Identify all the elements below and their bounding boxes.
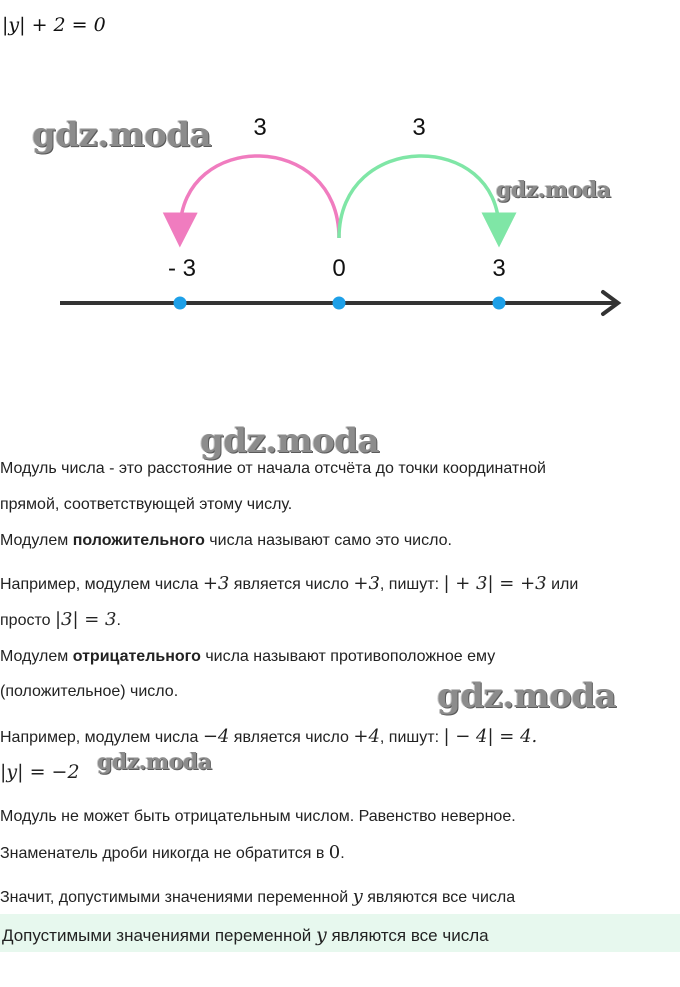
text-fragment: числа называют противоположное ему <box>200 648 496 665</box>
negative-rule <box>0 647 495 667</box>
math-expression: +3 <box>202 573 230 594</box>
text-fragment: Модулем <box>0 532 73 549</box>
point-three <box>493 297 506 310</box>
watermark: gdz.moda <box>97 749 212 775</box>
negative-example <box>0 727 537 748</box>
text-fragment: Например, модулем числа <box>0 576 203 593</box>
text-fragment: . <box>116 612 121 629</box>
point-minus-three <box>174 297 187 310</box>
right-arc <box>339 156 499 238</box>
math-expression: +4 <box>353 726 380 747</box>
positive-example <box>0 574 578 595</box>
text-fragment: Например, модулем числа <box>0 729 203 746</box>
text-fragment: являются все числа <box>326 926 489 945</box>
left-arc-label: 3 <box>253 114 267 141</box>
math-expression: | − 4| = 4. <box>443 726 538 747</box>
math-expression: y <box>352 886 363 907</box>
answer-box <box>0 914 680 952</box>
point-label-minus-three: - 3 <box>167 255 197 282</box>
definition-line-1: Модуль числа - это расстояние от начала отсчёта до точки координатной <box>0 460 546 477</box>
negative-rule-cont: (положительное) число. <box>0 683 179 700</box>
math-expression: 0 <box>328 842 341 863</box>
text-fragment: . <box>340 845 345 862</box>
text-fragment: просто <box>0 612 55 629</box>
text-fragment: Модулем <box>0 648 73 665</box>
positive-example-cont <box>0 610 121 631</box>
derived-equation: |y| = −2 <box>0 761 80 783</box>
header-equation: |y| + 2 = 0 <box>2 14 106 36</box>
watermark: gdz.moda <box>437 676 617 716</box>
watermark: gdz.moda <box>200 421 380 461</box>
text-fragment: Знаменатель дроби никогда не обратится в <box>0 845 329 862</box>
positive-rule <box>0 531 452 551</box>
text-fragment: Допустимыми значениями переменной <box>2 926 317 945</box>
watermark: gdz.moda <box>32 115 212 155</box>
right-arc-label: 3 <box>412 114 426 141</box>
conclusion-line: Модуль не может быть отрицательным числом. Равенство неверное. <box>0 808 516 825</box>
point-label-zero: 0 <box>332 255 346 282</box>
definition-line-2: прямой, соответствующей этому числу. <box>0 496 293 513</box>
text-fragment: или <box>546 576 579 593</box>
text-fragment: являются все числа <box>362 889 516 906</box>
bold-term-negative: отрицательного <box>72 648 201 665</box>
text-fragment: , пишут: <box>379 729 444 746</box>
denominator-note <box>0 843 345 864</box>
text-fragment: числа называют само это число. <box>204 532 452 549</box>
math-expression: +3 <box>353 573 380 594</box>
text-fragment: является число <box>229 576 354 593</box>
text-fragment: является число <box>229 729 354 746</box>
point-label-three: 3 <box>492 255 506 282</box>
answer-text <box>2 924 489 946</box>
math-expression: −4 <box>202 726 230 747</box>
text-fragment: , пишут: <box>379 576 444 593</box>
text-fragment: Значит, допустимыми значениями переменной <box>0 889 353 906</box>
math-expression: |3| = 3 <box>54 609 117 630</box>
bold-term-positive: положительного <box>72 532 205 549</box>
math-expression: | + 3| = +3 <box>443 573 547 594</box>
left-arc <box>180 156 339 238</box>
domain-note <box>0 887 515 908</box>
math-expression: y <box>316 924 327 946</box>
watermark: gdz.moda <box>496 177 611 203</box>
point-zero <box>333 297 346 310</box>
